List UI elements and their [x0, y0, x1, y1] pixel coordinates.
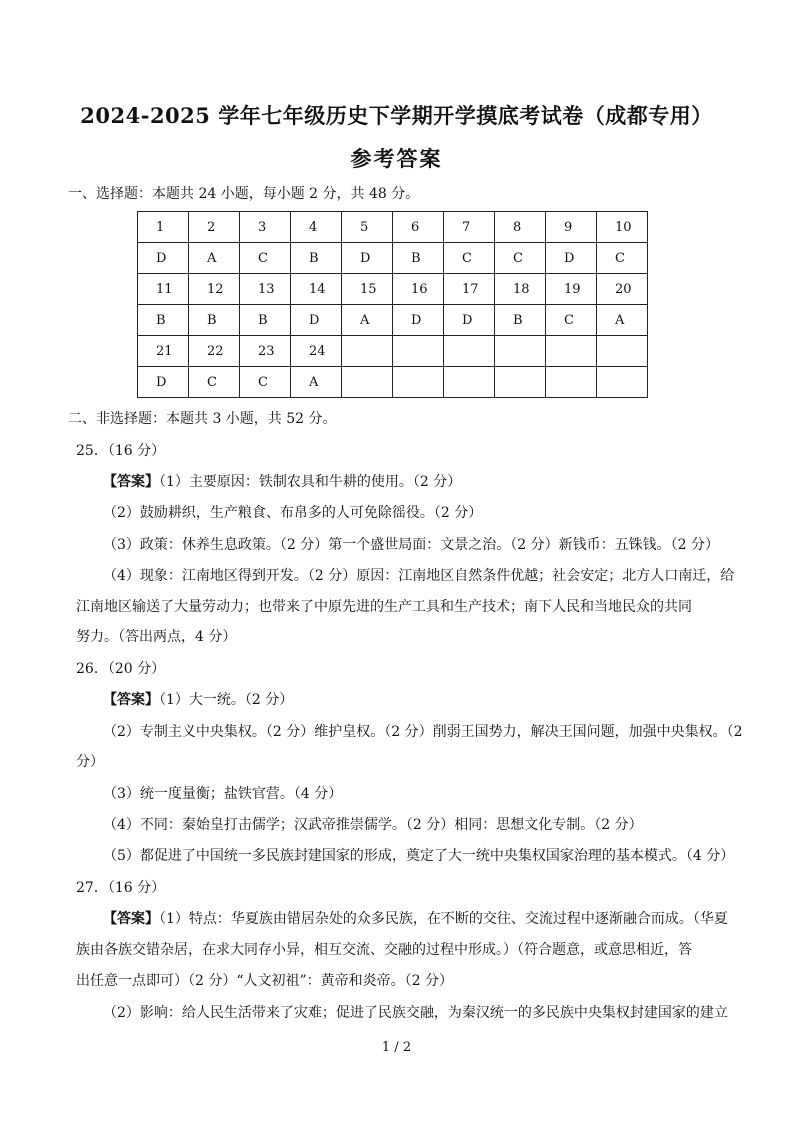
question-26-answer-5: （5）都促进了中国统一多民族封建国家的形成，奠定了大一统中央集权国家治理的基本模式。（4 分） — [103, 848, 735, 864]
section-2-heading: 二、非选择题：本题共 3 小题，共 52 分。 — [68, 411, 337, 427]
answer-table-cell: C — [546, 305, 597, 336]
answer-table-cell — [444, 336, 495, 367]
answer-table-cell — [393, 367, 444, 398]
question-27-header: 27．（16 分） — [76, 880, 166, 896]
answer-text: （1）主要原因：铁制农具和牛耕的使用。（2 分） — [159, 474, 462, 490]
question-25-header: 25．（16 分） — [76, 443, 166, 459]
answer-tag: 【答案】 — [103, 692, 159, 708]
answer-table-cell: D — [138, 367, 189, 398]
question-25-answer-2: （2）鼓励耕织，生产粮食、布帛多的人可免除徭役。（2 分） — [103, 505, 483, 521]
answer-table-cell: 3 — [240, 212, 291, 243]
answer-tag: 【答案】 — [103, 474, 159, 490]
answer-table-cell: 14 — [291, 274, 342, 305]
answer-table-cell: 7 — [444, 212, 495, 243]
answer-table-cell: A — [291, 367, 342, 398]
answer-table-cell: 11 — [138, 274, 189, 305]
question-27-answer-1a — [103, 909, 728, 929]
answer-table-cell: 17 — [444, 274, 495, 305]
question-25-answer-4a: （4）现象：江南地区得到开发。（2 分）原因：江南地区自然条件优越；社会安定；北方人口南迁，给 — [103, 568, 735, 584]
question-27-answer-1b: 族由各族交错杂居，在求大同存小异，相互交流、交融的过程中形成。）（符合题意，或意思相近，答 — [76, 942, 692, 958]
answer-table-cell: B — [393, 243, 444, 274]
answer-table-cell: D — [342, 243, 393, 274]
answer-table-cell: C — [444, 243, 495, 274]
answer-text: （1）特点：华夏族由错居杂处的众多民族，在不断的交往、交流过程中逐渐融合而成。（华夏 — [159, 911, 728, 927]
answer-table-row — [138, 305, 648, 336]
document-subtitle: 参考答案 — [350, 146, 443, 171]
answer-table-cell: 22 — [189, 336, 240, 367]
answer-table-cell: A — [597, 305, 648, 336]
answer-table-cell — [342, 336, 393, 367]
question-27-answer-2: （2）影响：给人民生活带来了灾难；促进了民族交融，为秦汉统一的多民族中央集权封建国家的建立 — [103, 1005, 728, 1021]
answer-table-cell: 20 — [597, 274, 648, 305]
answer-table — [137, 211, 648, 398]
answer-table-cell: 23 — [240, 336, 291, 367]
answer-table-cell — [546, 336, 597, 367]
answer-table-cell: C — [597, 243, 648, 274]
answer-table-cell: 13 — [240, 274, 291, 305]
answer-table-cell — [342, 367, 393, 398]
answer-table-cell: 15 — [342, 274, 393, 305]
answer-table-row — [138, 336, 648, 367]
answer-table-cell: 9 — [546, 212, 597, 243]
answer-table-cell: 4 — [291, 212, 342, 243]
answer-table-cell — [495, 336, 546, 367]
question-25-answer-3: （3）政策：休养生息政策。（2 分）第一个盛世局面：文景之治。（2 分）新钱币：五铢钱。（2 分） — [103, 537, 719, 553]
question-25-answer-1 — [103, 472, 461, 492]
answer-table-cell: 6 — [393, 212, 444, 243]
answer-table-cell — [597, 336, 648, 367]
question-27-answer-1c: 出任意一点即可）（2 分）“人文初祖”：黄帝和炎帝。（2 分） — [76, 973, 454, 989]
answer-tag: 【答案】 — [103, 911, 159, 927]
answer-table-cell — [444, 367, 495, 398]
answer-table-cell: 12 — [189, 274, 240, 305]
answer-table-cell: C — [240, 243, 291, 274]
answer-table-cell: B — [495, 305, 546, 336]
answer-table-cell: 10 — [597, 212, 648, 243]
question-25-answer-4b: 江南地区输送了大量劳动力；也带来了中原先进的生产工具和生产技术；南下人民和当地民众的共同 — [76, 599, 692, 615]
question-26-answer-1 — [103, 690, 293, 710]
question-26-header: 26．（20 分） — [76, 661, 166, 677]
answer-table-cell: D — [393, 305, 444, 336]
answer-table-row — [138, 212, 648, 243]
answer-text: （1）大一统。（2 分） — [159, 692, 294, 708]
answer-table-row — [138, 367, 648, 398]
answer-table-cell: B — [138, 305, 189, 336]
question-26-answer-3: （3）统一度量衡；盐铁官营。（4 分） — [103, 786, 343, 802]
answer-table-cell: 19 — [546, 274, 597, 305]
answer-table-cell: 24 — [291, 336, 342, 367]
question-26-answer-2b: 分） — [76, 754, 104, 770]
answer-table-cell: D — [138, 243, 189, 274]
answer-table-cell: C — [495, 243, 546, 274]
answer-table-cell: 16 — [393, 274, 444, 305]
answer-table-cell — [495, 367, 546, 398]
answer-table-cell: 18 — [495, 274, 546, 305]
answer-table-cell — [546, 367, 597, 398]
answer-table-cell: B — [291, 243, 342, 274]
answer-table-cell: C — [189, 367, 240, 398]
document-title: 2024-2025 学年七年级历史下学期开学摸底考试卷（成都专用） — [80, 103, 713, 128]
answer-table-cell: D — [546, 243, 597, 274]
answer-table-cell: B — [240, 305, 291, 336]
question-25-answer-4c: 努力。（答出两点，4 分） — [76, 629, 237, 645]
answer-table-cell — [393, 336, 444, 367]
answer-table-row — [138, 243, 648, 274]
answer-table-cell: 2 — [189, 212, 240, 243]
answer-table-cell: C — [240, 367, 291, 398]
answer-table-cell: D — [444, 305, 495, 336]
answer-table-cell: A — [342, 305, 393, 336]
answer-table-cell: 1 — [138, 212, 189, 243]
answer-table-cell: 5 — [342, 212, 393, 243]
section-1-heading: 一、选择题：本题共 24 小题，每小题 2 分，共 48 分。 — [68, 186, 420, 202]
answer-table-cell — [597, 367, 648, 398]
question-26-answer-2a: （2）专制主义中央集权。（2 分）维护皇权。（2 分）削弱王国势力，解决王国问题，加强中央集权。（2 — [103, 724, 743, 740]
answer-table-row — [138, 274, 648, 305]
answer-table-cell: D — [291, 305, 342, 336]
answer-table-cell: 21 — [138, 336, 189, 367]
answer-table-cell: B — [189, 305, 240, 336]
page-number: 1 / 2 — [381, 1040, 412, 1055]
question-26-answer-4: （4）不同：秦始皇打击儒学；汉武帝推崇儒学。（2 分）相同：思想文化专制。（2 分） — [103, 817, 643, 833]
answer-table-cell: A — [189, 243, 240, 274]
answer-table-cell: 8 — [495, 212, 546, 243]
